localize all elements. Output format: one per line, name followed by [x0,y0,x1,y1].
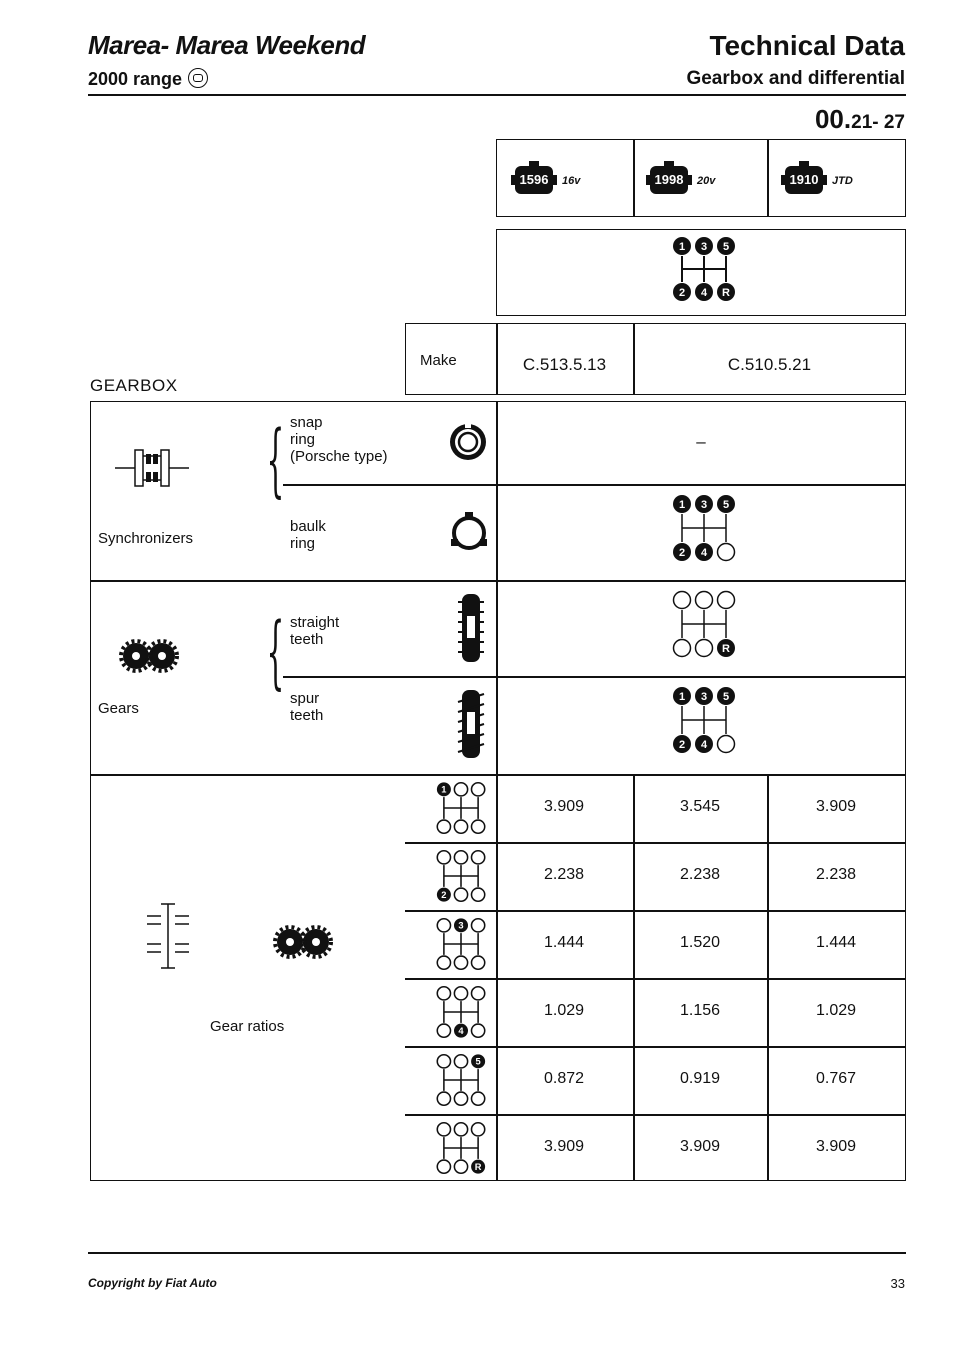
svg-text:3: 3 [700,691,708,703]
gear-5-ratio-3: 0.767 [815,1070,857,1087]
gear-2-ratio-2: 2.238 [679,866,721,883]
gear-4-ratio-2: 1.156 [679,1002,721,1019]
gearbox-shaft-icon [143,900,193,972]
gear-ratios-gears-icon [272,926,334,958]
section-title: Technical Data [709,30,905,61]
svg-text:R: R [722,287,730,299]
gear-1-ratio-3: 3.909 [815,798,857,815]
page-code: 00.21- 27 [814,104,905,134]
svg-text:5: 5 [722,691,730,703]
straight-gear-icon [456,590,486,666]
svg-text:3: 3 [700,241,708,253]
spur-teeth-pattern-icon [672,684,736,756]
gear-5-pattern-icon [436,1052,486,1108]
svg-text:5: 5 [475,1056,481,1067]
gears-icon [118,640,180,672]
snap-ring-value: – [696,432,706,451]
svg-text:1: 1 [678,499,686,511]
shift-pattern-icon [672,234,736,304]
gears-label: Gears [98,700,139,717]
straight-teeth-label: straight teeth [290,614,340,648]
sync-brace: { [266,413,285,506]
gear-2-ratio-3: 2.238 [815,866,857,883]
gear-3-pattern-icon [436,916,486,972]
page-number: 33 [890,1276,905,1291]
svg-text:R: R [474,1161,482,1172]
svg-text:1: 1 [441,784,447,795]
synchronizer-icon [115,440,189,496]
svg-text:2: 2 [678,547,686,559]
snap-ring-label: snap ring (Porsche type) [290,414,388,465]
make-value-1: C.513.5.13 [522,355,607,374]
gear-5-ratio-1: 0.872 [543,1070,585,1087]
baulk-ring-icon [451,506,487,556]
gear-2-pattern-icon [436,848,486,904]
gears-brace: { [266,605,285,698]
svg-text:3: 3 [458,920,464,931]
header-rule [88,94,906,96]
engine-icon: 1910 [785,166,823,194]
make-label: Make [420,352,457,369]
straight-teeth-pattern-icon [672,588,736,660]
range-label: 2000 range [88,69,183,89]
svg-text:2: 2 [441,889,447,900]
gear-R-ratio-2: 3.909 [679,1138,721,1155]
svg-text:1: 1 [678,691,686,703]
svg-text:4: 4 [458,1025,464,1036]
gear-4-ratio-1: 1.029 [543,1002,585,1019]
gear-1-ratio-2: 3.545 [679,798,721,815]
gear-5-ratio-2: 0.919 [679,1070,721,1087]
svg-text:4: 4 [700,547,708,559]
brand-title: Marea- Marea Weekend [88,30,366,60]
gear-R-ratio-3: 3.909 [815,1138,857,1155]
svg-text:2: 2 [678,739,686,751]
gear-ratios-label: Gear ratios [210,1018,285,1035]
gear-3-ratio-2: 1.520 [679,934,721,951]
gear-1-pattern-icon [436,780,486,836]
synchronizers-label: Synchronizers [98,530,194,547]
svg-text:3: 3 [700,499,708,511]
footer-rule [88,1252,906,1254]
gear-R-pattern-icon [436,1120,486,1176]
gear-1-ratio-1: 3.909 [543,798,585,815]
baulk-ring-label: baulk ring [290,518,326,552]
gear-2-ratio-1: 2.238 [543,866,585,883]
svg-text:2: 2 [678,287,686,299]
gear-R-ratio-1: 3.909 [543,1138,585,1155]
gear-4-ratio-3: 1.029 [815,1002,857,1019]
spur-gear-icon [456,686,486,762]
brand-subtitle [88,68,208,90]
make-value-2: C.510.5.21 [727,355,812,374]
engine-icon: 1596 [515,166,553,194]
svg-text:R: R [722,643,730,655]
svg-text:4: 4 [700,287,708,299]
svg-text:5: 5 [722,499,730,511]
svg-text:1: 1 [678,241,686,253]
gear-4-pattern-icon [436,984,486,1040]
spur-teeth-label: spur teeth [290,690,324,724]
gear-3-ratio-1: 1.444 [543,934,585,951]
section-subtitle: Gearbox and differential [686,68,905,89]
gear-3-ratio-3: 1.444 [815,934,857,951]
svg-text:4: 4 [700,739,708,751]
range-logo-icon [188,68,208,88]
svg-text:5: 5 [722,241,730,253]
main-table [90,401,906,1181]
section-gearbox: GEARBOX [90,376,178,395]
copyright: Copyright by Fiat Auto [88,1276,217,1290]
engine-icon: 1998 [650,166,688,194]
snap-ring-icon [449,420,487,464]
baulk-pattern-icon [672,492,736,564]
